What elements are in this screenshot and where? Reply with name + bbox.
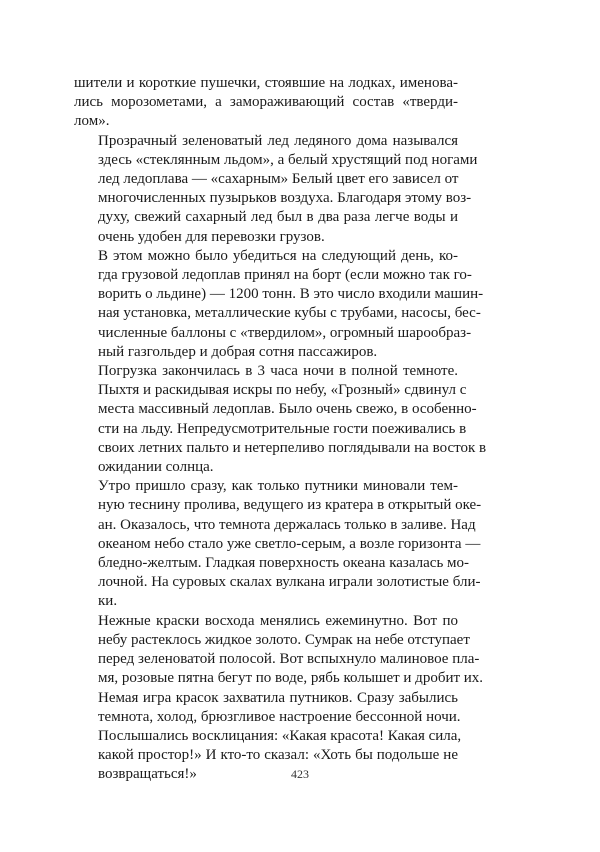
text-line: духу, свежий сахарный лед был в два раза легче воды и: [98, 209, 458, 226]
paragraph: [74, 132, 478, 247]
paragraph: [74, 74, 458, 132]
text-line: численные баллоны с «твердилом», огромный шарообраз-: [98, 324, 472, 341]
text-line: ная установка, металлические кубы с трубами, насосы, бес-: [98, 305, 481, 322]
text-line: Погрузка закончилась в 3 часа ночи в полной темноте.: [98, 363, 458, 380]
text-line: лом».: [74, 113, 110, 130]
text-line: В этом можно было убедиться на следующий день, ко-: [98, 247, 458, 264]
text-line: Немая игра красок захватила путников. Сразу забылись: [98, 689, 458, 706]
paragraph: [74, 362, 487, 477]
paragraph: [74, 247, 484, 362]
text-line: ки.: [98, 593, 118, 610]
text-line: ворить о льдине) — 1200 тонн. В это число входили машин-: [98, 286, 484, 303]
text-line: сти на льду. Непредусмотрительные гости поеживались в: [98, 420, 467, 437]
text-line: своих летних пальто и нетерпеливо поглядывали на восток в: [98, 439, 487, 456]
text-line: какой простор!» И кто-то сказал: «Хоть бы подольше не: [98, 747, 458, 764]
text-line: Нежные краски восхода менялись ежеминутно. Вот по: [98, 612, 458, 629]
text-line: перед зеленоватой полосой. Вот вспыхнуло малиновое пла-: [98, 651, 480, 668]
text-line: шители и короткие пушечки, стоявшие на лодках, именова-: [74, 75, 458, 91]
paragraph: [74, 477, 482, 611]
text-line: ный газгольдер и добрая сотня пассажиров.: [98, 343, 378, 360]
text-line: темнота, холод, брюзгливое настроение бессонной ночи.: [98, 708, 461, 725]
text-line: здесь «стеклянным льдом», а белый хрустящий под ногами: [98, 151, 478, 168]
text-line: ан. Оказалось, что темнота держалась только в заливе. Над: [98, 516, 476, 533]
text-line: Послышались восклицания: «Какая красота! Какая сила,: [98, 727, 462, 744]
text-line: гда грузовой ледоплав принял на борт (если можно так го-: [98, 267, 472, 284]
text-line: ожидании солнца.: [98, 459, 214, 476]
text-line: лись морозометами, а замораживающий состав «тверди-: [74, 94, 458, 111]
text-line: ную теснину пролива, ведущего из кратера в открытый оке-: [98, 497, 482, 514]
body-text: [74, 74, 487, 785]
paragraph: [74, 612, 484, 689]
text-line: лочной. На суровых скалах вулкана играли золотистые бли-: [98, 574, 481, 591]
text-line: Прозрачный зеленоватый лед ледяного дома назывался: [98, 132, 458, 149]
text-line: Утро пришло сразу, как только путники миновали тем-: [98, 478, 458, 495]
text-line: небу растеклось жидкое золото. Сумрак на небе отступает: [98, 631, 470, 648]
text-line: лед ледоплава — «сахарным» Белый цвет его зависел от: [98, 171, 459, 188]
text-line: океаном небо стало уже светло-серым, а возле горизонта —: [98, 535, 481, 552]
page-number: 423: [291, 767, 309, 781]
text-line: очень удобен для перевозки грузов.: [98, 228, 325, 245]
text-line: возвращаться!»: [98, 766, 197, 783]
text-line: Пыхтя и раскидывая искры по небу, «Грозный» сдвинул с: [98, 382, 467, 399]
text-line: бледно-желтым. Гладкая поверхность океана казалась мо-: [98, 555, 470, 572]
text-line: мя, розовые пятна бегут по воде, рябь колышет и дробит их.: [98, 670, 484, 687]
text-line: места массивный ледоплав. Было очень свежо, в особенно-: [98, 401, 477, 418]
text-line: многочисленных пузырьков воздуха. Благодаря этому воз-: [98, 190, 472, 207]
